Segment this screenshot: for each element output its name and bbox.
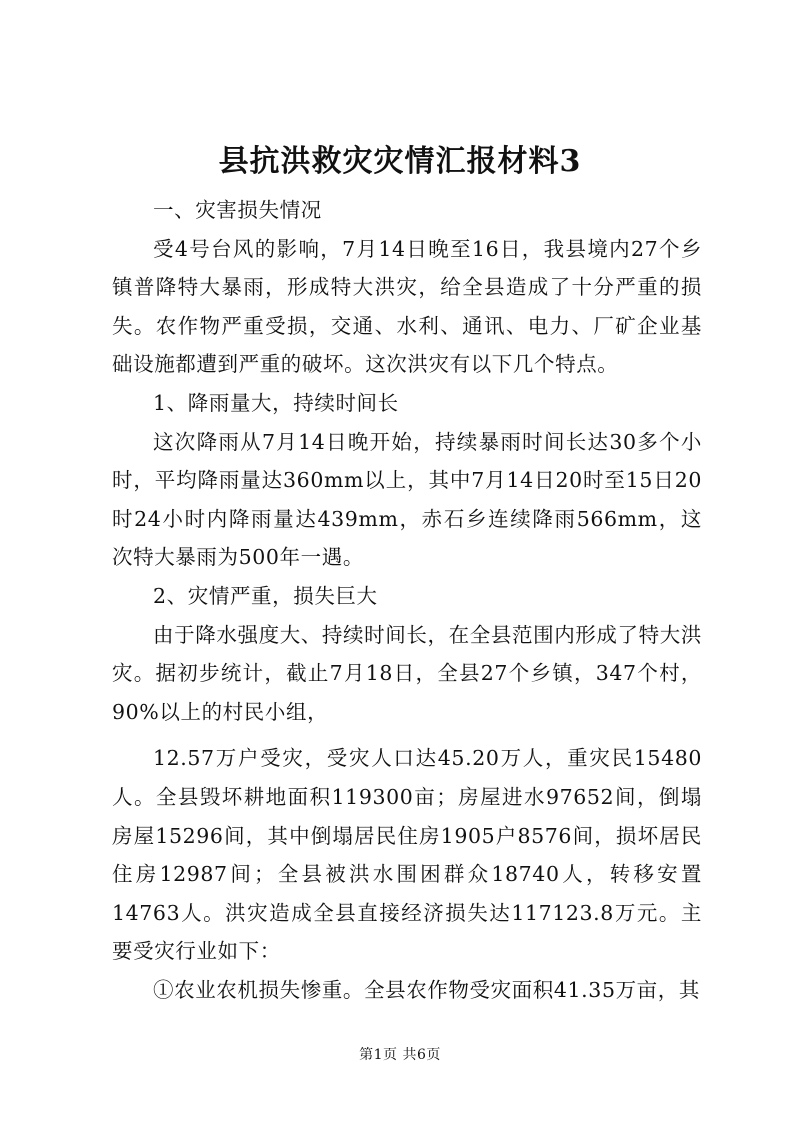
section-heading: 一、灾害损失情况 bbox=[153, 198, 322, 222]
paragraph: ①农业农机损失惨重。全县农作物受灾面积41.35万亩，其 bbox=[153, 977, 700, 1002]
subsection-heading: 2、灾情严重，损失巨大 bbox=[153, 583, 378, 608]
document-body bbox=[112, 191, 702, 1009]
paragraph: 这次降雨从7月14日晚开始，持续暴雨时间长达30多个小时，平均降雨量达360mm以上，其中7月14日20时至15日20时24小时内降雨量达439mm，赤石乡连续降雨566mm，这次特大暴雨为500年一遇。 bbox=[112, 429, 702, 570]
paragraph: 由于降水强度大、持续时间长，在全县范围内形成了特大洪灾。据初步统计，截止7月18日，全县27个乡镇，347个村，90%以上的村民小组， bbox=[112, 622, 702, 724]
paragraph: 受4号台风的影响，7月14日晚至16日，我县境内27个乡镇普降特大暴雨，形成特大洪灾，给全县造成了十分严重的损失。农作物严重受损，交通、水利、通讯、电力、厂矿企业基础设施都遭到严重的破坏。这次洪灾有以下几个特点。 bbox=[112, 236, 702, 377]
page-footer: 第1页 共6页 bbox=[359, 1047, 441, 1063]
paragraph: 12.57万户受灾，受灾人口达45.20万人，重灾民15480人。全县毁坏耕地面积119300亩；房屋进水97652间，倒塌房屋15296间，其中倒塌居民住房1905户8576间，损坏居民住房12987间；全县被洪水围困群众18740人，转移安置14763人。洪灾造成全县直接经济损失达117123.8万元。主要受灾行业如下： bbox=[112, 746, 702, 964]
subsection-heading: 1、降雨量大，持续时间长 bbox=[153, 390, 399, 415]
document-title: 县抗洪救灾灾情汇报材料3 bbox=[218, 144, 582, 179]
